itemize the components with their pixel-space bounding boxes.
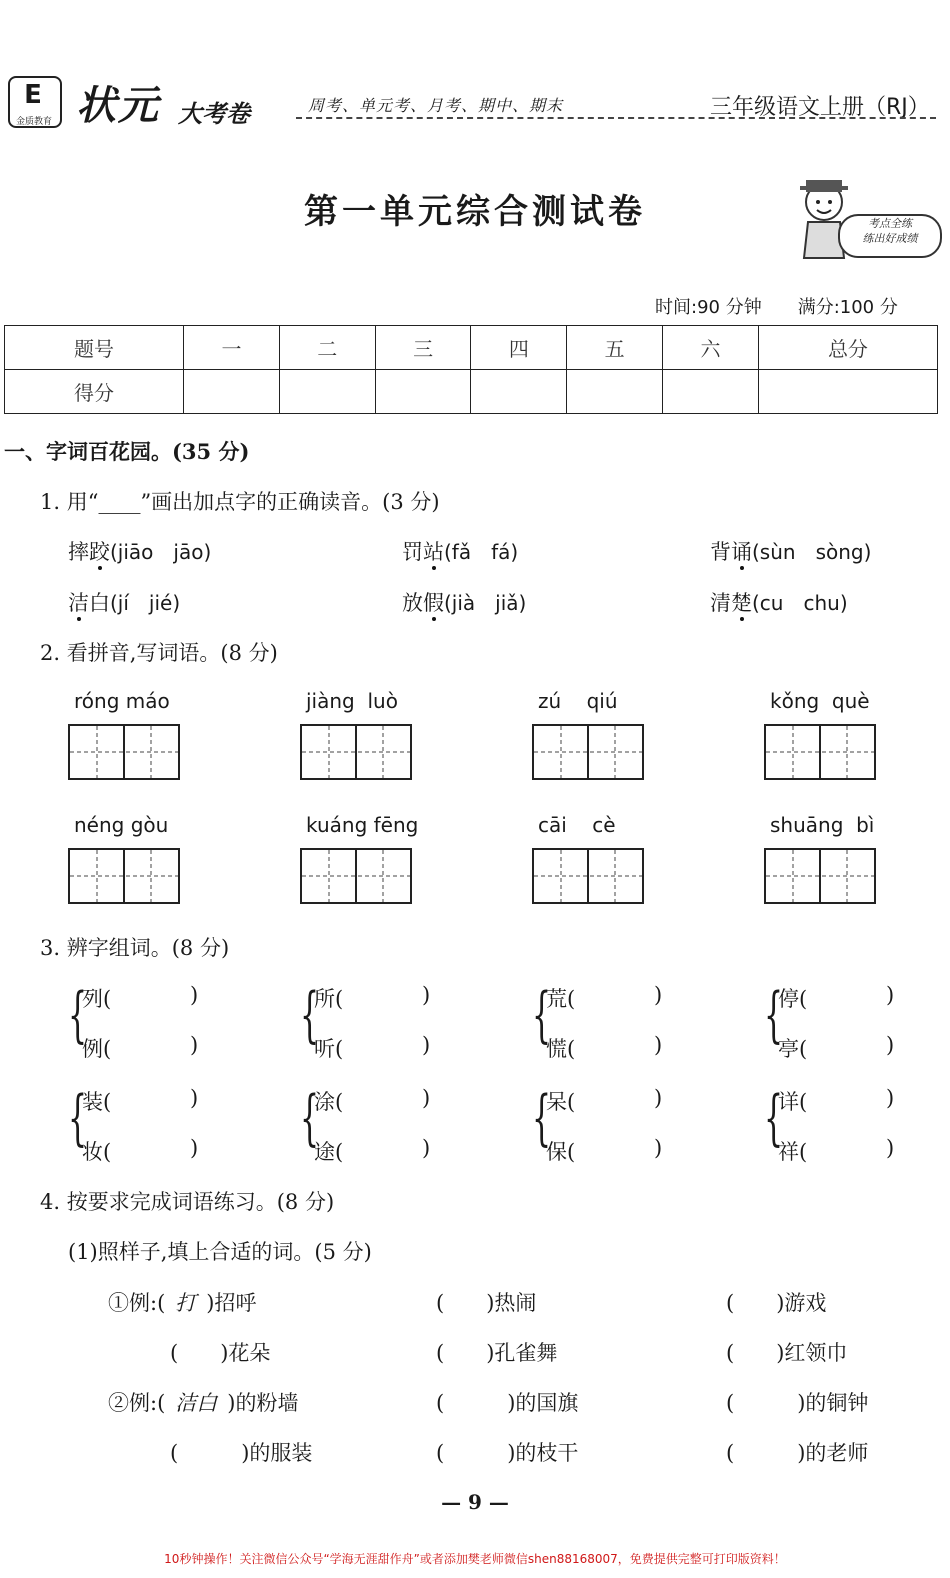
pinyin-options[interactable]: (jià jiǎ) <box>444 591 527 615</box>
answer-blank[interactable]: ) <box>886 1136 895 1160</box>
writing-grid[interactable] <box>764 848 876 904</box>
pinyin-label: kǒng què <box>770 689 870 713</box>
score-table <box>4 325 938 414</box>
char-prompt: 途( <box>314 1140 344 1164</box>
brace-icon: { <box>300 980 320 1050</box>
answer-blank[interactable]: ) <box>654 1136 663 1160</box>
writing-grid[interactable] <box>532 848 644 904</box>
answer-blank[interactable]: ) <box>422 1033 431 1057</box>
table-header-cell: 三 <box>375 326 471 370</box>
brand-subtitle: 大考卷 <box>178 100 250 128</box>
score-cell[interactable] <box>279 370 375 414</box>
section-1-title: 一、字词百花园。(35 分) <box>4 439 250 464</box>
q2-prompt: 2. 看拼音,写词语。(8 分) <box>40 641 278 665</box>
writing-grid[interactable] <box>532 724 644 780</box>
footer-notice: 10秒钟操作！关注微信公众号“学海无涯甜作舟”或者添加樊老师微信shen88168007，免费提供完整可打印版资料！ <box>164 1552 786 1566</box>
page-number: — 9 — <box>441 1490 509 1514</box>
char-prompt: 听( <box>314 1037 344 1061</box>
answer-blank[interactable]: ) <box>190 983 199 1007</box>
fill-blank[interactable]: ( )游戏 <box>726 1291 827 1315</box>
answer-blank[interactable]: ) <box>654 1033 663 1057</box>
table-header-cell: 五 <box>567 326 663 370</box>
q4-example-2 <box>108 1387 298 1417</box>
dotted-char: 诵 <box>731 540 752 564</box>
brace-icon: { <box>532 980 552 1050</box>
char: 摔 <box>68 540 89 564</box>
fill-blank[interactable]: ( )热闹 <box>436 1291 537 1315</box>
fill-blank[interactable]: ( )的老师 <box>726 1441 869 1465</box>
pinyin-options[interactable]: (fǎ fá) <box>444 540 519 564</box>
fill-blank[interactable]: ( )的国旗 <box>436 1391 579 1415</box>
answer-blank[interactable]: ) <box>422 983 431 1007</box>
char-prompt: 例( <box>82 1037 112 1061</box>
table-header-cell: 六 <box>663 326 759 370</box>
fill-blank[interactable]: ( )的服装 <box>170 1441 313 1465</box>
char-prompt: 停( <box>778 987 808 1011</box>
fill-blank[interactable]: ( )孔雀舞 <box>436 1341 558 1365</box>
char-prompt: 慌( <box>546 1037 576 1061</box>
score-cell[interactable] <box>758 370 937 414</box>
q4-prompt: 4. 按要求完成词语练习。(8 分) <box>40 1190 335 1214</box>
char-prompt: 所( <box>314 987 344 1011</box>
q1-item-2 <box>402 536 518 566</box>
fill-blank[interactable]: ( )的铜钟 <box>726 1391 869 1415</box>
page-title: 第一单元综合测试卷 <box>304 192 646 232</box>
example-label: ①例:( <box>108 1291 166 1315</box>
answer-blank[interactable]: ) <box>886 983 895 1007</box>
char-prompt: 列( <box>82 987 112 1011</box>
fill-blank[interactable]: ( )花朵 <box>170 1341 271 1365</box>
char-prompt: 保( <box>546 1140 576 1164</box>
score-cell[interactable] <box>184 370 280 414</box>
pinyin-label: zú qiú <box>538 689 618 713</box>
table-header-cell: 二 <box>279 326 375 370</box>
pinyin-options[interactable]: (cu chu) <box>752 591 848 615</box>
q1-item-6 <box>710 587 848 617</box>
pinyin-label: shuāng bì <box>770 813 875 837</box>
char-prompt: 装( <box>82 1090 112 1114</box>
char: 清 <box>710 591 731 615</box>
logo-caption: 金质教育 <box>15 117 52 127</box>
q1-item-3 <box>710 536 871 566</box>
example-answer: 打 <box>175 1291 197 1315</box>
answer-blank[interactable]: ) <box>190 1136 199 1160</box>
score-cell[interactable] <box>663 370 759 414</box>
fill-blank[interactable]: ( )的枝干 <box>436 1441 579 1465</box>
example-answer: 洁白 <box>175 1391 218 1415</box>
writing-grid[interactable] <box>300 848 412 904</box>
char: 白 <box>89 591 110 615</box>
example-label: ②例:( <box>108 1391 166 1415</box>
q1-prompt: 1. 用“____”画出加点字的正确读音。(3 分) <box>40 490 440 514</box>
pinyin-label: kuáng fēng <box>306 813 419 837</box>
header-divider <box>296 117 936 119</box>
brace-icon: { <box>764 1083 784 1153</box>
answer-blank[interactable]: ) <box>190 1033 199 1057</box>
dotted-char: 洁 <box>68 591 89 615</box>
char-prompt: 详( <box>778 1090 808 1114</box>
q4-example-1 <box>108 1287 256 1317</box>
answer-blank[interactable]: ) <box>422 1086 431 1110</box>
answer-blank[interactable]: ) <box>654 983 663 1007</box>
score-table-header-row <box>5 326 938 370</box>
pinyin-label: róng máo <box>74 689 170 713</box>
char-prompt: 呆( <box>546 1090 576 1114</box>
table-header-cell: 总分 <box>758 326 937 370</box>
logo-glyph: E <box>24 80 42 110</box>
dotted-char: 假 <box>423 591 444 615</box>
stamp-line-1: 考点全练 <box>868 217 912 230</box>
q3-prompt: 3. 辨字组词。(8 分) <box>40 936 230 960</box>
pinyin-options[interactable]: (sùn sòng) <box>752 540 872 564</box>
score-cell[interactable] <box>375 370 471 414</box>
char-prompt: 妆( <box>82 1140 112 1164</box>
char-prompt: 涂( <box>314 1090 344 1114</box>
score-cell[interactable] <box>471 370 567 414</box>
grade-label: 三年级语文上册（RJ） <box>710 95 930 120</box>
q1-item-4 <box>68 587 180 617</box>
brand-title: 状元 <box>76 83 160 129</box>
exam-types: 周考、单元考、月考、期中、期末 <box>308 96 564 115</box>
q1-item-5 <box>402 587 526 617</box>
q4-sub1: (1)照样子,填上合适的词。(5 分) <box>68 1240 372 1264</box>
brace-icon: { <box>68 1083 88 1153</box>
answer-blank[interactable]: ) <box>422 1136 431 1160</box>
char-prompt: 荒( <box>546 987 576 1011</box>
pinyin-label: cāi cè <box>538 813 616 837</box>
q1-item-1 <box>68 536 211 566</box>
pinyin-options[interactable]: (jí jié) <box>110 591 181 615</box>
char-prompt: 亭( <box>778 1037 808 1061</box>
fill-blank[interactable]: ( )红领巾 <box>726 1341 848 1365</box>
writing-grid[interactable] <box>300 724 412 780</box>
brace-icon: { <box>300 1083 320 1153</box>
writing-grid[interactable] <box>68 848 180 904</box>
example-tail: )招呼 <box>206 1291 257 1315</box>
time-score-info: 时间:90 分钟 满分:100 分 <box>655 297 898 318</box>
pinyin-label: néng gòu <box>74 813 169 837</box>
answer-blank[interactable]: ) <box>654 1086 663 1110</box>
pinyin-options[interactable]: (jiāo jāo) <box>110 540 212 564</box>
brace-icon: { <box>68 980 88 1050</box>
answer-blank[interactable]: ) <box>190 1086 199 1110</box>
mascot-stamp <box>838 214 942 258</box>
answer-blank[interactable]: ) <box>886 1086 895 1110</box>
table-header-cell: 四 <box>471 326 567 370</box>
score-cell[interactable] <box>567 370 663 414</box>
dotted-char: 跤 <box>89 540 110 564</box>
answer-blank[interactable]: ) <box>886 1033 895 1057</box>
pinyin-label: jiàng luò <box>306 689 398 713</box>
char: 背 <box>710 540 731 564</box>
char: 放 <box>402 591 423 615</box>
writing-grid[interactable] <box>764 724 876 780</box>
score-table-row <box>5 370 938 414</box>
example-tail: )的粉墙 <box>227 1391 299 1415</box>
char: 罚 <box>402 540 423 564</box>
table-header-cell: 一 <box>184 326 280 370</box>
dotted-char: 楚 <box>731 591 752 615</box>
row-label: 得分 <box>5 370 184 414</box>
writing-grid[interactable] <box>68 724 180 780</box>
dotted-char: 站 <box>423 540 444 564</box>
char-prompt: 祥( <box>778 1140 808 1164</box>
stamp-line-2: 练出好成绩 <box>862 232 918 245</box>
table-header-cell: 题号 <box>5 326 184 370</box>
brace-icon: { <box>764 980 784 1050</box>
brace-icon: { <box>532 1083 552 1153</box>
